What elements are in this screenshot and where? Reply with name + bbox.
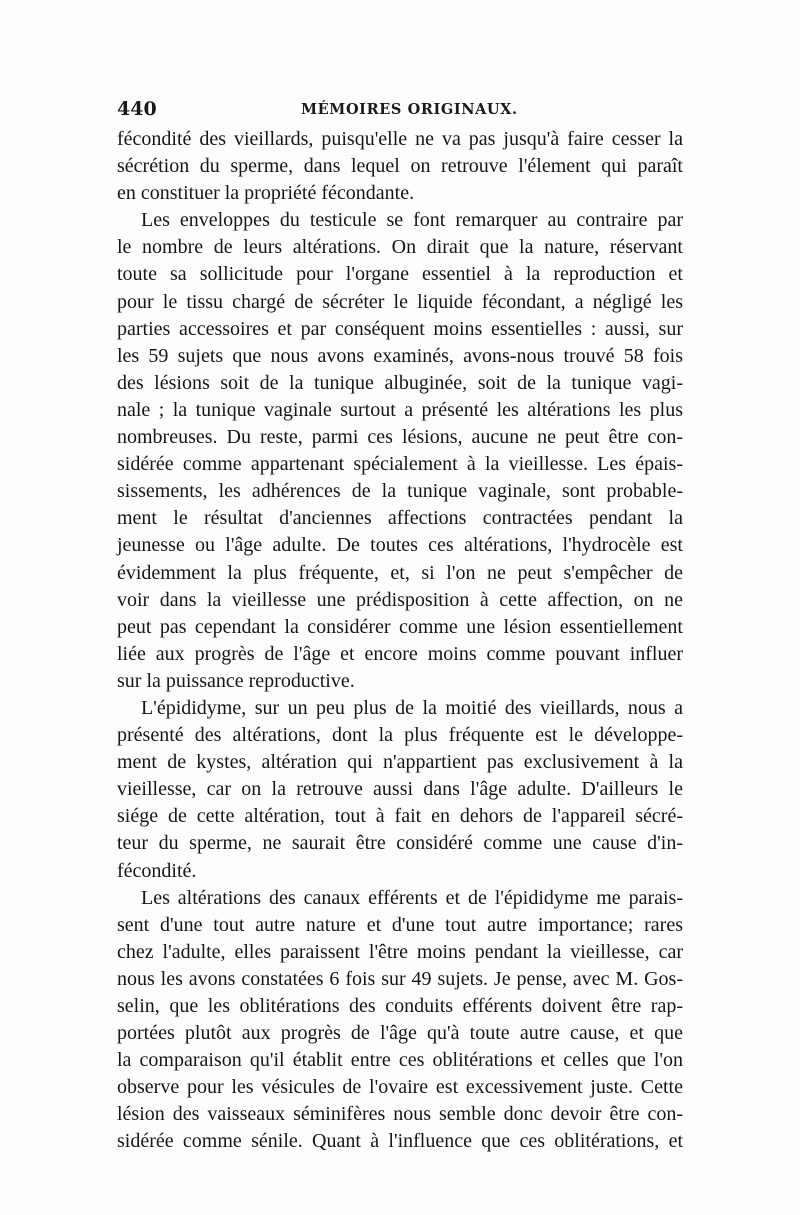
text-line: Les altérations des canaux efférents et de l'épididyme me parais- — [141, 886, 683, 909]
text-line: évidemment la plus fréquente, et, si l'on ne peut s'empêcher de — [117, 561, 683, 584]
text-line: peut pas cependant la considérer comme une lésion essentiellement — [117, 615, 683, 638]
page-header — [117, 98, 683, 124]
text-line: ment le résultat d'anciennes affections contractées pendant la — [117, 507, 683, 530]
text-line: lésion des vaisseaux séminifères nous semble donc devoir être con- — [117, 1103, 683, 1126]
text-line: sur la puissance reproductive. — [117, 669, 355, 692]
text-line: chez l'adulte, elles paraissent l'être moins pendant la vieillesse, car — [117, 940, 683, 963]
text-line: nous les avons constatées 6 fois sur 49 sujets. Je pense, avec M. Gos- — [117, 967, 683, 990]
text-line: sissements, les adhérences de la tunique vaginale, sont probable- — [117, 480, 683, 503]
text-line: sidérée comme appartenant spécialement à la vieillesse. Les épais- — [117, 453, 683, 476]
text-line: des lésions soit de la tunique albuginée, soit de la tunique vagi- — [117, 371, 683, 394]
text-line: observe pour les vésicules de l'ovaire est excessivement juste. Cette — [117, 1076, 683, 1099]
paragraph — [117, 885, 683, 1156]
text-line: en constituer la propriété fécondante. — [117, 182, 415, 205]
text-line: nombreuses. Du reste, parmi ces lésions, aucune ne peut être con- — [117, 426, 683, 449]
running-title: MÉMOIRES ORIGINAUX. — [301, 101, 518, 118]
text-line: la comparaison qu'il établit entre ces oblitérations et celles que l'on — [117, 1049, 683, 1072]
paragraph — [117, 207, 683, 695]
paragraph — [117, 126, 683, 207]
text-line: siége de cette altération, tout à fait en dehors de l'appareil sécré- — [117, 805, 683, 828]
text-line: parties accessoires et par conséquent moins essentielles : aussi, sur — [117, 317, 683, 340]
text-line: selin, que les oblitérations des conduits efférents doivent être rap- — [117, 995, 683, 1017]
text-line: fécondité. — [117, 859, 197, 882]
text-line: sidérée comme sénile. Quant à l'influence que ces oblitérations, et — [117, 1130, 683, 1153]
text-line: sent d'une tout autre nature et d'une tout autre importance; rares — [117, 913, 683, 936]
text-line: vieillesse, car on la retrouve aussi dans l'âge adulte. D'ailleurs le — [117, 778, 683, 801]
paragraph — [117, 695, 683, 885]
text-line: portées plutôt aux progrès de l'âge qu'à toute autre cause, et que — [117, 1022, 683, 1045]
text-line: le nombre de leurs altérations. On dirait que la nature, réservant — [117, 236, 683, 259]
text-line: toute sa sollicitude pour l'organe essentiel à la reproduction et — [117, 263, 683, 286]
text-line: fécondité des vieillards, puisqu'elle ne va pas jusqu'à faire cesser la — [117, 128, 683, 150]
page-number: 440 — [117, 98, 157, 120]
text-line: nale ; la tunique vaginale surtout a présenté les altérations les plus — [117, 398, 683, 421]
text-line: voir dans la vieillesse une prédisposition à cette affection, on ne — [117, 588, 683, 611]
text-line: Les enveloppes du testicule se font remarquer au contraire par — [141, 209, 683, 232]
text-line: les 59 sujets que nous avons examinés, avons-nous trouvé 58 fois — [117, 344, 683, 367]
text-line: jeunesse ou l'âge adulte. De toutes ces altérations, l'hydrocèle est — [117, 534, 683, 557]
text-line: teur du sperme, ne saurait être considéré comme une cause d'in- — [117, 832, 683, 855]
text-line: pour le tissu chargé de sécréter le liquide fécondant, a négligé les — [117, 290, 683, 313]
text-line: présenté des altérations, dont la plus fréquente est le développe- — [117, 724, 683, 747]
body-text — [117, 126, 683, 1156]
text-line: L'épididyme, sur un peu plus de la moitié des vieillards, nous a — [141, 696, 683, 719]
text-line: sécrétion du sperme, dans lequel on retrouve l'élement qui paraît — [117, 155, 683, 178]
text-line: liée aux progrès de l'âge et encore moins comme pouvant influer — [117, 642, 683, 665]
text-line: ment de kystes, altération qui n'appartient pas exclusivement à la — [117, 751, 683, 774]
